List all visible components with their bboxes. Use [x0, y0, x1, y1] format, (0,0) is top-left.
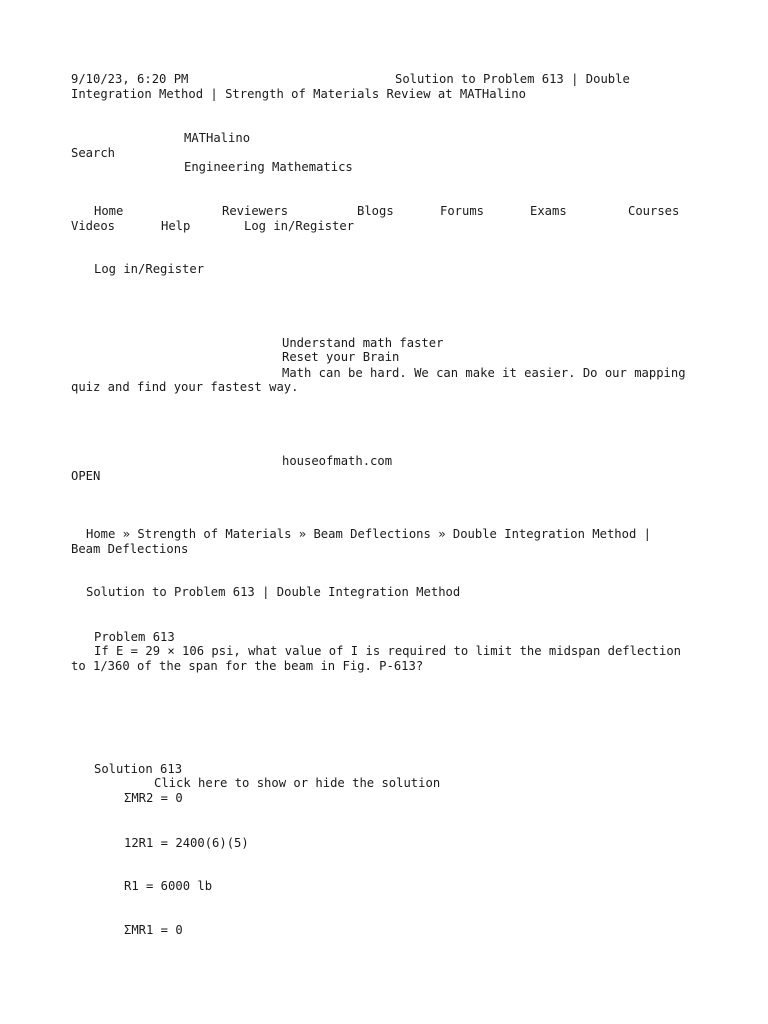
nav-exams[interactable]: Exams: [530, 204, 567, 218]
ad-open-button[interactable]: OPEN: [71, 469, 101, 483]
nav-reviewers[interactable]: Reviewers: [222, 204, 289, 218]
print-title-line1: Solution to Problem 613 | Double: [395, 72, 630, 86]
nav-home[interactable]: Home: [94, 204, 124, 218]
ad-headline[interactable]: Understand math faster: [282, 336, 444, 350]
ad-subhead[interactable]: Reset your Brain: [282, 350, 400, 364]
nav-videos[interactable]: Videos: [71, 219, 116, 233]
page-title: Solution to Problem 613 | Double Integration Method: [86, 585, 461, 599]
nav-login[interactable]: Log in/Register: [244, 219, 355, 233]
site-tagline: Engineering Mathematics: [184, 160, 353, 174]
nav-help[interactable]: Help: [161, 219, 191, 233]
solution-equation-2: 12R1 = 2400(6)(5): [124, 836, 249, 850]
breadcrumb-line1[interactable]: Home » Strength of Materials » Beam Deflections » Double Integration Method |: [86, 527, 651, 541]
print-title-line2: Integration Method | Strength of Materials Review at MATHalino: [71, 87, 526, 101]
solution-equation-1: ΣMR2 = 0: [124, 791, 183, 805]
ad-domain-link[interactable]: houseofmath.com: [282, 454, 393, 468]
nav-forums[interactable]: Forums: [440, 204, 485, 218]
ad-body-line1: Math can be hard. We can make it easier. Do our mapping: [282, 366, 686, 380]
breadcrumb-line2[interactable]: Beam Deflections: [71, 542, 189, 556]
nav-courses[interactable]: Courses: [628, 204, 680, 218]
solution-heading: Solution 613: [94, 762, 183, 776]
nav-blogs[interactable]: Blogs: [357, 204, 394, 218]
search-link[interactable]: Search: [71, 146, 116, 160]
solution-toggle-link[interactable]: Click here to show or hide the solution: [154, 776, 441, 790]
solution-equation-3: R1 = 6000 lb: [124, 879, 213, 893]
account-login-link[interactable]: Log in/Register: [94, 262, 205, 276]
ad-body-line2: quiz and find your fastest way.: [71, 380, 299, 394]
solution-equation-4: ΣMR1 = 0: [124, 923, 183, 937]
problem-heading: Problem 613: [94, 630, 175, 644]
print-datetime: 9/10/23, 6:20 PM: [71, 72, 189, 86]
problem-text-line1: If E = 29 × 106 psi, what value of I is required to limit the midspan deflection: [94, 644, 681, 658]
site-name-link[interactable]: MATHalino: [184, 131, 251, 145]
problem-text-line2: to 1/360 of the span for the beam in Fig. P-613?: [71, 659, 424, 673]
